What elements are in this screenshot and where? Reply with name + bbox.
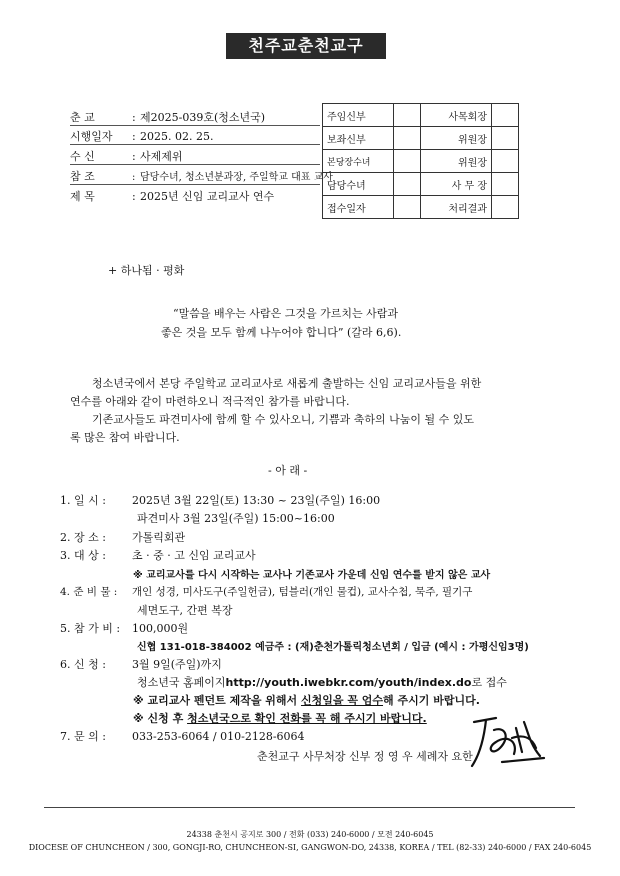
approval-row (323, 196, 519, 219)
approval-cell: 보좌신부 (323, 127, 394, 150)
doc-number: 제2025-039호(청소년국) (140, 111, 266, 124)
detail-label: 5. 참 가 비 : (60, 622, 121, 635)
approval-cell: 접수일자 (323, 196, 394, 219)
date-value: 2025. 02. 25. (140, 130, 214, 143)
approval-cell: 본당장수녀 (323, 150, 394, 173)
detail-label: 7. 문 의 : (60, 730, 106, 743)
body-paragraph: 록 많은 참여 바랍니다. (70, 431, 180, 444)
approval-cell: 사 무 장 (421, 173, 492, 196)
quote-line: “말씀을 배우는 사람은 그것을 가르치는 사람과 (173, 307, 398, 320)
recipient-label: 수 신 (70, 150, 95, 163)
divider (70, 125, 320, 126)
approval-cell: 주임신부 (323, 104, 394, 127)
detail-sub (137, 674, 507, 690)
detail-sub: 세면도구, 간편 복장 (137, 604, 233, 617)
detail-note (133, 710, 427, 726)
subject-label: 제 목 (70, 190, 95, 203)
body-paragraph: 청소년국에서 본당 주일학교 교리교사로 새롭게 출발하는 신임 교리교사들을 위한 (92, 377, 482, 390)
detail-label: 6. 신 청 : (60, 658, 106, 671)
detail-label: 2. 장 소 : (60, 531, 106, 544)
note-text-underlined: 청소년국으로 확인 전화를 꼭 해 주시기 바랍니다. (187, 712, 427, 725)
detail-item-apply (60, 656, 222, 672)
reference-row: 참 조 : 담당수녀, 청소년분과장, 주일학교 대표 교사 (70, 170, 333, 183)
apply-text: 로 접수 (471, 676, 507, 689)
approval-table (322, 103, 519, 219)
approval-cell: 사목회장 (421, 104, 492, 127)
reference-label: 참 조 (70, 170, 95, 183)
apply-text: 청소년국 홈페이지 (137, 676, 226, 689)
greeting: + 하나됨 · 평화 (108, 264, 185, 277)
detail-label: 4. 준 비 물 : (60, 586, 118, 598)
note-text: ※ 교리교사 펜던트 제작을 위해서 (133, 694, 301, 707)
approval-row (323, 173, 519, 196)
subject-row: 제 목 : 2025년 신임 교리교사 연수 (70, 190, 275, 203)
detail-note (133, 692, 480, 708)
org-title: 천주교춘천교구 (226, 33, 386, 59)
below-marker: - 아 래 - (268, 464, 308, 477)
signatory: 춘천교구 사무처장 신부 정 영 우 세례자 요한 (257, 750, 473, 763)
approval-cell: 위원장 (421, 150, 492, 173)
doc-number-label: 춘 교 (70, 111, 95, 124)
detail-item-supplies (60, 584, 472, 599)
date-row: 시행일자 : 2025. 02. 25. (70, 130, 214, 143)
detail-value: 100,000원 (132, 622, 189, 635)
divider (70, 164, 320, 165)
approval-cell: 담당수녀 (323, 173, 394, 196)
detail-item-fee (60, 620, 188, 636)
approval-row (323, 104, 519, 127)
body-paragraph: 연수를 아래와 같이 마련하오니 적극적인 참가를 바랍니다. (70, 395, 350, 408)
detail-value: 가톨릭회관 (132, 531, 186, 544)
detail-note: ※ 교리교사를 다시 시작하는 교사나 기존교사 가운데 신임 연수를 받지 않은 교사 (133, 570, 491, 581)
detail-item-place (60, 529, 185, 545)
detail-value: 3월 9일(주일)까지 (132, 658, 222, 671)
approval-row (323, 127, 519, 150)
bank-account: 신협 131-018-384002 예금주 : (재)춘천가톨릭청소년회 / 입금 (예시 : 가평신임3명) (137, 642, 529, 653)
approval-row (323, 150, 519, 173)
reference-value: 담당수녀, 청소년분과장, 주일학교 대표 교사 (140, 172, 333, 183)
footer-divider (44, 807, 575, 808)
detail-item-contact (60, 728, 305, 744)
quote-line: 좋은 것을 모두 함께 나누어야 합니다” (갈라 6,6). (161, 326, 402, 339)
detail-value: 개인 성경, 미사도구(주일헌금), 텀블러(개인 물컵), 교사수첩, 묵주, 필기구 (132, 586, 473, 598)
footer-address-en: DIOCESE OF CHUNCHEON / 300, GONGJI-RO, CHUNCHEON-SI, GANGWON-DO, 24338, KOREA / TEL (82-33) 240-6000 / FAX 240-6045 (28, 843, 592, 852)
detail-label: 1. 일 시 : (60, 494, 106, 507)
homepage-link[interactable]: http://youth.iwebkr.com/youth/index.do (225, 676, 472, 689)
handwritten-signature (466, 708, 546, 772)
detail-value: 초 · 중 · 고 신임 교리교사 (132, 549, 256, 562)
detail-sub: 파견미사 3월 23일(주일) 15:00~16:00 (137, 512, 335, 525)
detail-item-datetime (60, 492, 380, 508)
body-paragraph: 기존교사들도 파견미사에 함께 할 수 있사오니, 기쁨과 축하의 나눔이 될 수 있도 (92, 413, 474, 426)
divider (70, 144, 320, 145)
footer-address-ko: 24338 춘천시 공지로 300 / 전화 (033) 240-6000 / 모전 240-6045 (186, 830, 434, 839)
detail-value: 033-253-6064 / 010-2128-6064 (132, 730, 305, 743)
approval-cell: 위원장 (421, 127, 492, 150)
recipient-row: 수 신 : 사제제위 (70, 150, 183, 163)
detail-value: 2025년 3월 22일(토) 13:30 ~ 23일(주일) 16:00 (132, 494, 381, 507)
note-text: ※ 신청 후 (133, 712, 188, 725)
subject-value: 2025년 신임 교리교사 연수 (140, 190, 275, 203)
detail-item-target (60, 547, 256, 563)
date-label: 시행일자 (70, 130, 113, 143)
approval-cell: 처리결과 (421, 196, 492, 219)
divider (70, 184, 320, 185)
recipient-value: 사제제위 (140, 150, 183, 163)
doc-number-row: 춘 교 : 제2025-039호(청소년국) (70, 111, 266, 124)
note-text: 해 주시기 바랍니다. (383, 694, 480, 707)
note-text-underlined: 신청일을 꼭 엄수 (300, 694, 384, 707)
detail-label: 3. 대 상 : (60, 549, 106, 562)
